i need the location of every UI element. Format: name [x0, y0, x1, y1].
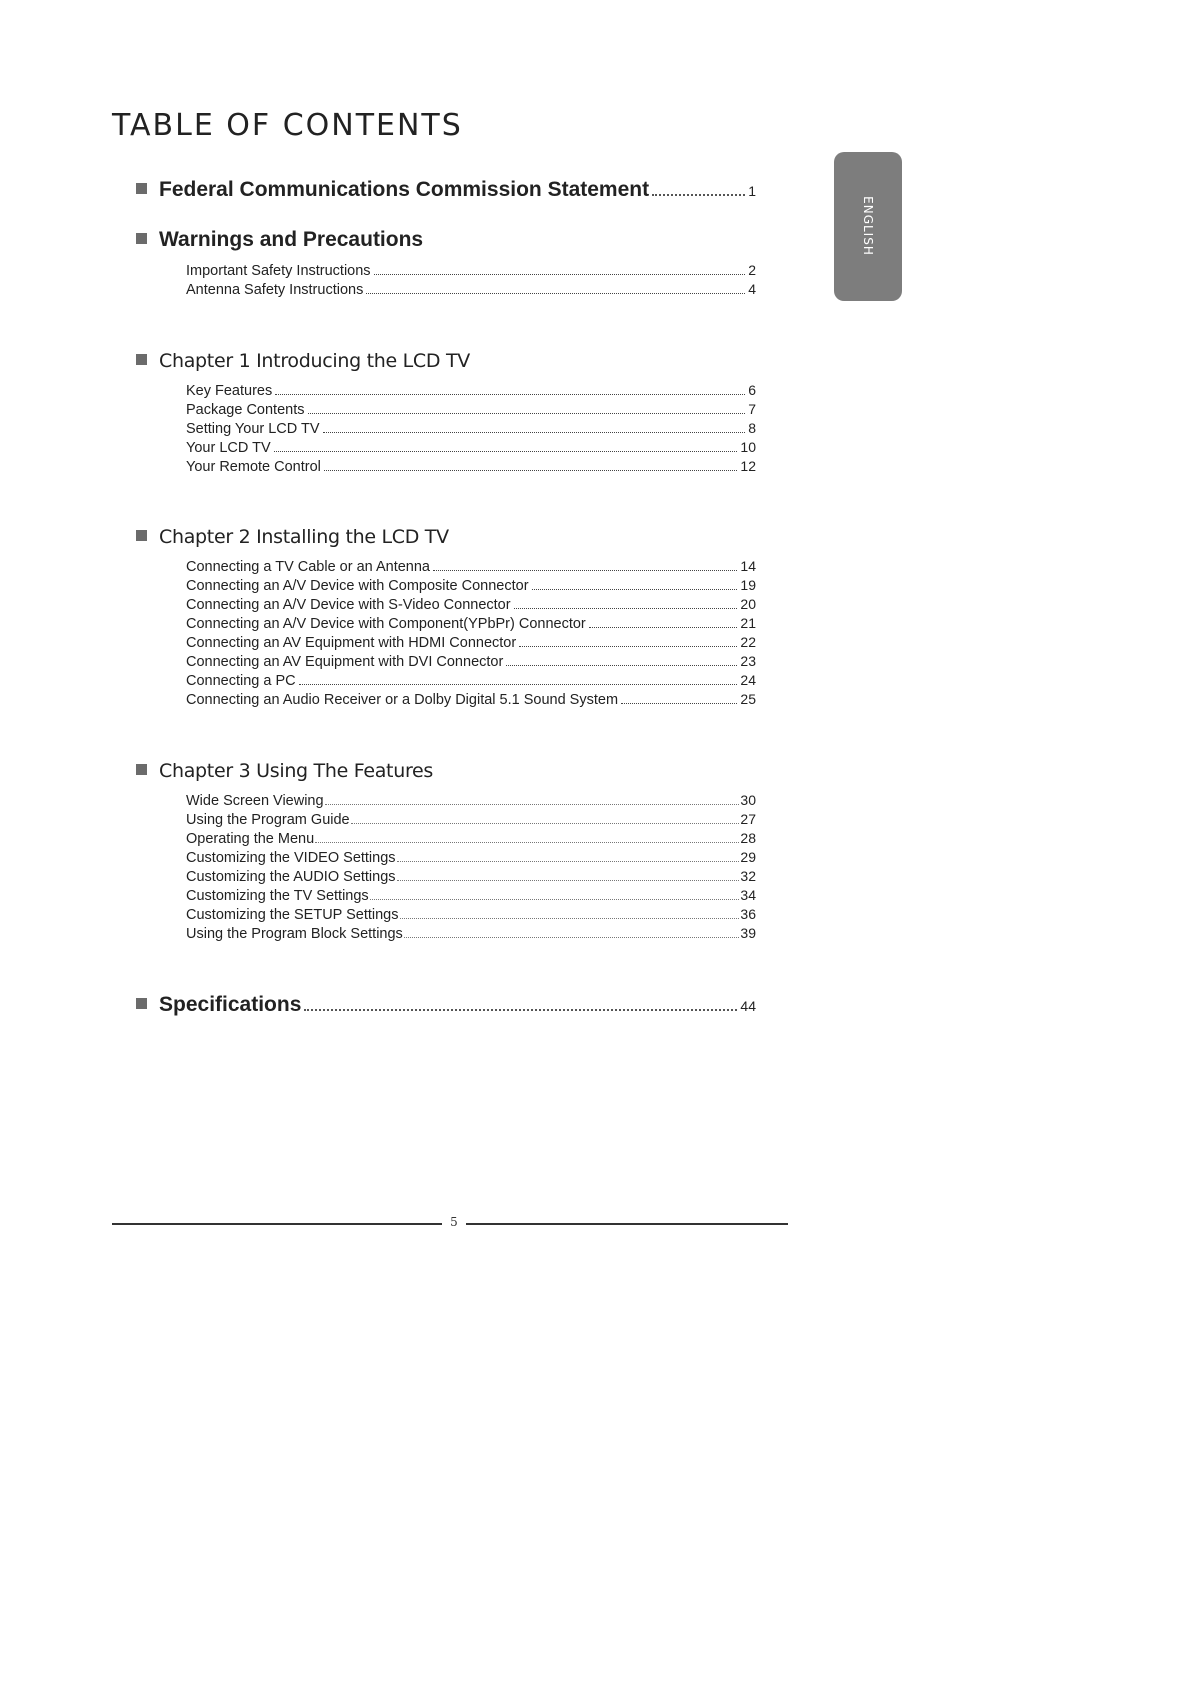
toc-entry[interactable] — [136, 993, 756, 1017]
toc-entry[interactable] — [186, 653, 756, 672]
toc-entry[interactable] — [186, 868, 756, 887]
toc-page-number: 6 — [748, 382, 756, 398]
dot-leader — [404, 937, 740, 938]
toc-entry-title: Your LCD TV — [186, 440, 271, 456]
toc-page-number: 32 — [740, 868, 756, 884]
toc-entry[interactable] — [186, 577, 756, 596]
square-bullet-icon — [136, 233, 147, 244]
toc-page-number: 24 — [740, 672, 756, 688]
toc-entry-title: Customizing the AUDIO Settings — [186, 869, 396, 885]
toc-page-number: 4 — [748, 281, 756, 297]
toc-section-specifications — [136, 993, 756, 1017]
square-bullet-icon — [136, 764, 147, 775]
toc-entry[interactable] — [186, 830, 756, 849]
toc-entry-title: Setting Your LCD TV — [186, 421, 320, 437]
toc-section-heading — [136, 526, 756, 548]
dot-leader — [652, 194, 745, 196]
toc-page-number: 19 — [740, 577, 756, 593]
toc-page-number: 12 — [740, 458, 756, 474]
toc-page-number: 21 — [740, 615, 756, 631]
toc-entry-title: Customizing the TV Settings — [186, 888, 369, 904]
toc-page-number: 29 — [740, 849, 756, 865]
toc-section-chapter-2 — [136, 526, 756, 710]
toc-page-number: 20 — [740, 596, 756, 612]
toc-page-number: 28 — [740, 830, 756, 846]
toc-section-heading — [136, 760, 756, 782]
toc-entry[interactable] — [186, 382, 756, 401]
toc-section-title: Warnings and Precautions — [159, 228, 424, 251]
dot-leader — [323, 432, 746, 433]
dot-leader — [374, 274, 746, 275]
dot-leader — [506, 665, 737, 666]
toc-page-number: 8 — [748, 420, 756, 436]
footer-page-number: 5 — [450, 1215, 458, 1229]
dot-leader — [397, 880, 740, 881]
toc-section-heading — [136, 228, 756, 252]
toc-entry-title: Wide Screen Viewing — [186, 793, 324, 809]
dot-leader — [324, 470, 738, 471]
toc-entry-title: Connecting an A/V Device with Composite Connector — [186, 578, 529, 594]
dot-leader — [621, 703, 737, 704]
toc-entry[interactable] — [186, 420, 756, 439]
toc-page-number: 10 — [740, 439, 756, 455]
language-tab[interactable] — [834, 152, 902, 301]
toc-entry-title: Key Features — [186, 383, 273, 399]
toc-entry-title: Connecting an A/V Device with S-Video Connector — [186, 597, 511, 613]
square-bullet-icon — [136, 354, 147, 365]
dot-leader — [274, 451, 738, 452]
toc-entry-title: Connecting a TV Cable or an Antenna — [186, 559, 430, 575]
toc-entry[interactable] — [186, 634, 756, 653]
toc-entry[interactable] — [136, 178, 756, 202]
toc-page-number: 23 — [740, 653, 756, 669]
toc-section-warnings — [136, 228, 756, 300]
toc-page-number: 30 — [740, 792, 756, 808]
toc-page-number: 7 — [748, 401, 756, 417]
toc-entry-title: Using the Program Guide — [186, 812, 350, 828]
dot-leader — [589, 627, 738, 628]
dot-leader — [433, 570, 737, 571]
dot-leader — [397, 861, 740, 862]
toc-section-title: Chapter 2 Installing the LCD TV — [159, 526, 449, 548]
toc-page-number: 14 — [740, 558, 756, 574]
toc-entry-title: Connecting an A/V Device with Component(YPbPr) Connector — [186, 616, 586, 632]
toc-entry[interactable] — [186, 458, 756, 477]
dot-leader — [325, 804, 740, 805]
dot-leader — [400, 918, 740, 919]
toc-entry[interactable] — [186, 439, 756, 458]
dot-leader — [366, 293, 745, 294]
toc-entry[interactable] — [186, 262, 756, 281]
toc-entry[interactable] — [186, 596, 756, 615]
footer-rule-right — [466, 1223, 788, 1225]
square-bullet-icon — [136, 530, 147, 541]
toc-section-title: Chapter 3 Using The Features — [159, 760, 434, 782]
toc-section-fcc — [136, 178, 756, 202]
toc-section-title: Chapter 1 Introducing the LCD TV — [159, 350, 470, 372]
toc-entry-title: Package Contents — [186, 402, 305, 418]
toc-section-chapter-1 — [136, 350, 756, 477]
square-bullet-icon — [136, 183, 147, 194]
toc-entry-title: Connecting an AV Equipment with HDMI Connector — [186, 635, 517, 651]
dot-leader — [351, 823, 740, 824]
toc-entry-title: Using the Program Block Settings — [186, 926, 403, 942]
toc-page-number: 34 — [740, 887, 756, 903]
toc-entry-title: Operating the Menu — [186, 831, 315, 847]
dot-leader — [275, 394, 745, 395]
toc-entry-title: Important Safety Instructions — [186, 263, 371, 279]
toc-section-title: Federal Communications Commission Statement — [159, 178, 650, 201]
toc-section-chapter-3 — [136, 760, 756, 944]
toc-page-number: 27 — [740, 811, 756, 827]
toc-entry[interactable] — [186, 558, 756, 577]
dot-leader — [514, 608, 738, 609]
toc-entry-title: Connecting an Audio Receiver or a Dolby Digital 5.1 Sound System — [186, 692, 619, 708]
toc-entry-title: Customizing the SETUP Settings — [186, 907, 399, 923]
square-bullet-icon — [136, 998, 147, 1009]
toc-page-number: 1 — [748, 183, 756, 199]
toc-page-number: 44 — [740, 998, 756, 1014]
toc-entry[interactable] — [186, 672, 756, 691]
toc-entry[interactable] — [186, 615, 756, 634]
toc-entry-title: Connecting an AV Equipment with DVI Connector — [186, 654, 504, 670]
toc-entry[interactable] — [186, 925, 756, 944]
toc-entry[interactable] — [186, 401, 756, 420]
toc-page-number: 2 — [748, 262, 756, 278]
dot-leader — [370, 899, 740, 900]
page-title: TABLE OF CONTENTS — [112, 108, 463, 143]
footer-rule-left — [112, 1223, 442, 1225]
toc-entry-title: Customizing the VIDEO Settings — [186, 850, 396, 866]
toc-page-number: 39 — [740, 925, 756, 941]
toc-entry[interactable] — [186, 887, 756, 906]
dot-leader — [315, 842, 739, 843]
toc-page-number: 36 — [740, 906, 756, 922]
dot-leader — [532, 589, 738, 590]
toc-section-heading — [136, 350, 756, 372]
toc-entry[interactable] — [186, 849, 756, 868]
toc-entry[interactable] — [186, 691, 756, 710]
toc-entry[interactable] — [186, 792, 756, 811]
toc-entry[interactable] — [186, 281, 756, 300]
toc-section-title: Specifications — [159, 993, 302, 1016]
toc-entry-title: Connecting a PC — [186, 673, 296, 689]
dot-leader — [304, 1009, 737, 1011]
toc-entry[interactable] — [186, 811, 756, 830]
toc-page-number: 25 — [740, 691, 756, 707]
toc-page-number: 22 — [740, 634, 756, 650]
toc-entry-title: Your Remote Control — [186, 459, 321, 475]
dot-leader — [299, 684, 738, 685]
dot-leader — [308, 413, 746, 414]
toc-entry[interactable] — [186, 906, 756, 925]
toc-entry-title: Antenna Safety Instructions — [186, 282, 364, 298]
dot-leader — [519, 646, 737, 647]
language-tab-label: ENGLISH — [861, 196, 875, 256]
